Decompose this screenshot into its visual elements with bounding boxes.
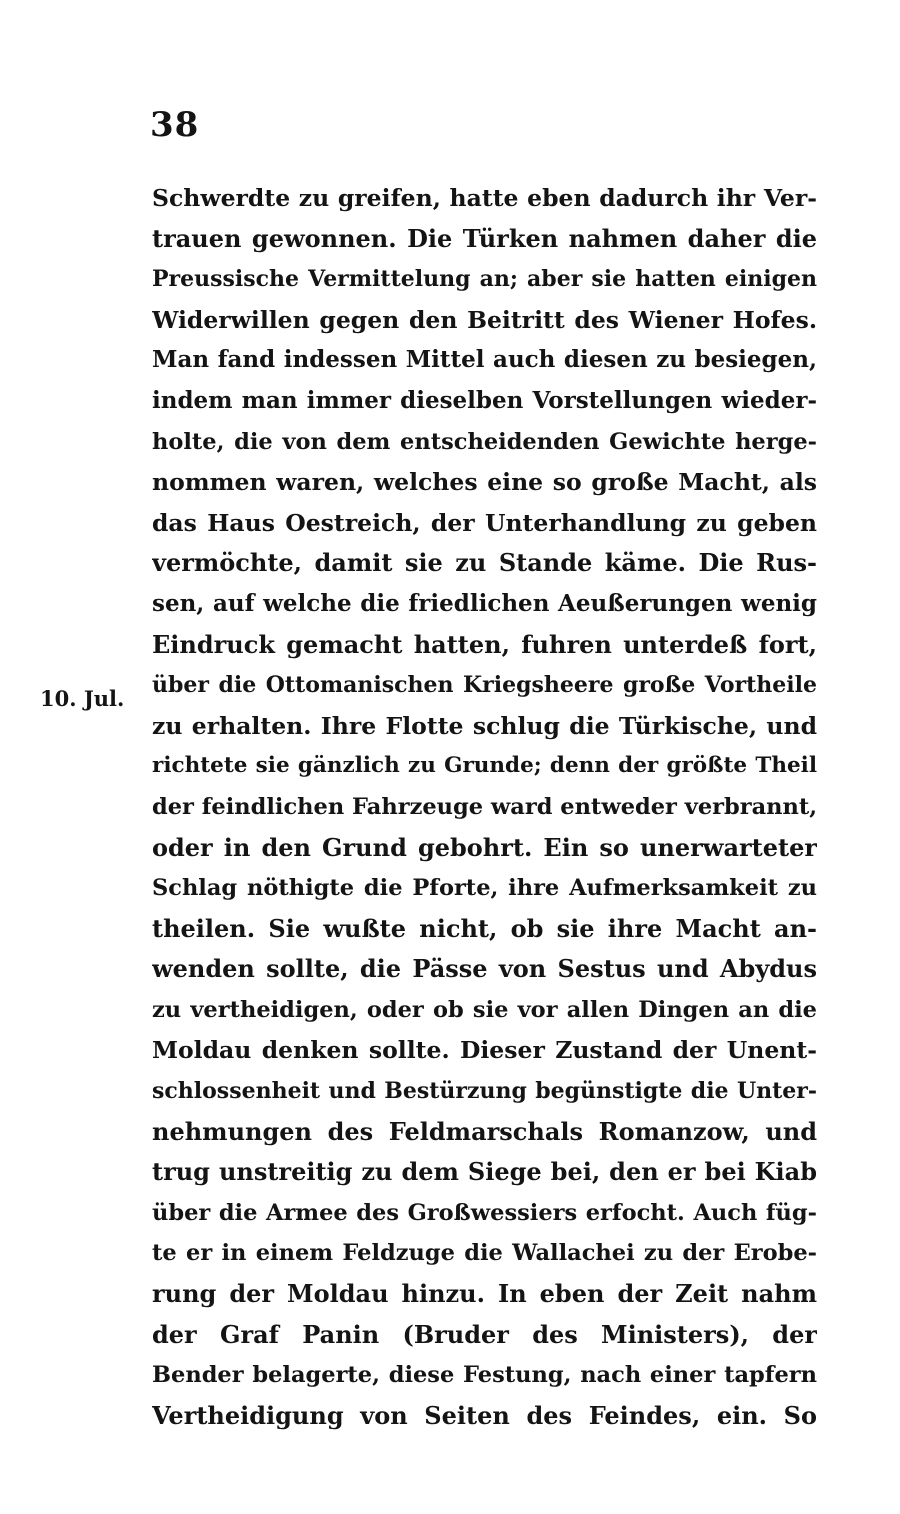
text-line: indem man immer dieselben Vorstellungen wieder- [152, 386, 817, 414]
text-line: über die Armee des Großwessiers erfocht. Auch füg- [152, 1199, 817, 1226]
text-line: Bender belagerte, diese Festung, nach einer tapfern [152, 1362, 817, 1389]
margin-note-date: 10. Jul. [40, 686, 125, 711]
text-line: Widerwillen gegen den Beitritt des Wiener Hofes. [152, 305, 817, 334]
text-line: schlossenheit und Bestürzung begünstigte die Unter- [152, 1078, 817, 1105]
text-line: wenden sollte, die Pässe von Sestus und Abydus [152, 954, 817, 984]
text-line: der Graf Panin (Bruder des Ministers), der [152, 1319, 817, 1349]
text-line: Moldau denken sollte. Dieser Zustand der Unent- [152, 1036, 817, 1065]
text-line: trauen gewonnen. Die Türken nahmen daher die [152, 223, 817, 253]
text-line: Man fand indessen Mittel auch diesen zu besiegen, [152, 346, 817, 374]
text-line: vermöchte, damit sie zu Stande käme. Die Rus- [152, 548, 817, 578]
text-line: Vertheidigung von Seiten des Feindes, ein. So [152, 1400, 817, 1430]
text-line: das Haus Oestreich, der Unterhandlung zu geben [152, 508, 817, 537]
text-line: trug unstreitig zu dem Siege bei, den er bei Kiab [152, 1157, 817, 1187]
text-line: te er in einem Feldzuge die Wallachei zu der Erobe- [152, 1240, 817, 1267]
text-line: nehmungen des Feldmarschals Romanzow, und [152, 1116, 817, 1146]
page-number: 38 [150, 105, 200, 145]
text-line: über die Ottomanischen Kriegsheere große Vortheile [152, 672, 817, 699]
text-line: holte, die von dem entscheidenden Gewichte herge- [152, 428, 817, 455]
text-line: zu erhalten. Ihre Flotte schlug die Türkische, und [152, 711, 817, 740]
text-line: Schlag nöthigte die Pforte, ihre Aufmerksamkeit zu [152, 875, 817, 902]
text-line: Preussische Vermittelung an; aber sie hatten einigen [152, 266, 817, 293]
text-line: nommen waren, welches eine so große Macht, als [152, 468, 817, 497]
text-line: Eindruck gemacht hatten, fuhren unterdeß fort, [152, 629, 817, 659]
text-line: der feindlichen Fahrzeuge ward entweder verbrannt, [152, 793, 817, 820]
text-line: Schwerdte zu greifen, hatte eben dadurch ihr Ver- [152, 184, 817, 212]
body-text [152, 178, 817, 1436]
text-line: sen, auf welche die friedlichen Aeußerungen wenig [152, 589, 817, 617]
text-line: theilen. Sie wußte nicht, ob sie ihre Macht an- [152, 913, 817, 943]
text-line: rung der Moldau hinzu. In eben der Zeit nahm [152, 1279, 817, 1309]
text-line: oder in den Grund gebohrt. Ein so unerwarteter [152, 832, 817, 862]
text-line: zu vertheidigen, oder ob sie vor allen Dingen an die [152, 996, 817, 1023]
text-line: richtete sie gänzlich zu Grunde; denn der größte Theil [152, 753, 817, 779]
